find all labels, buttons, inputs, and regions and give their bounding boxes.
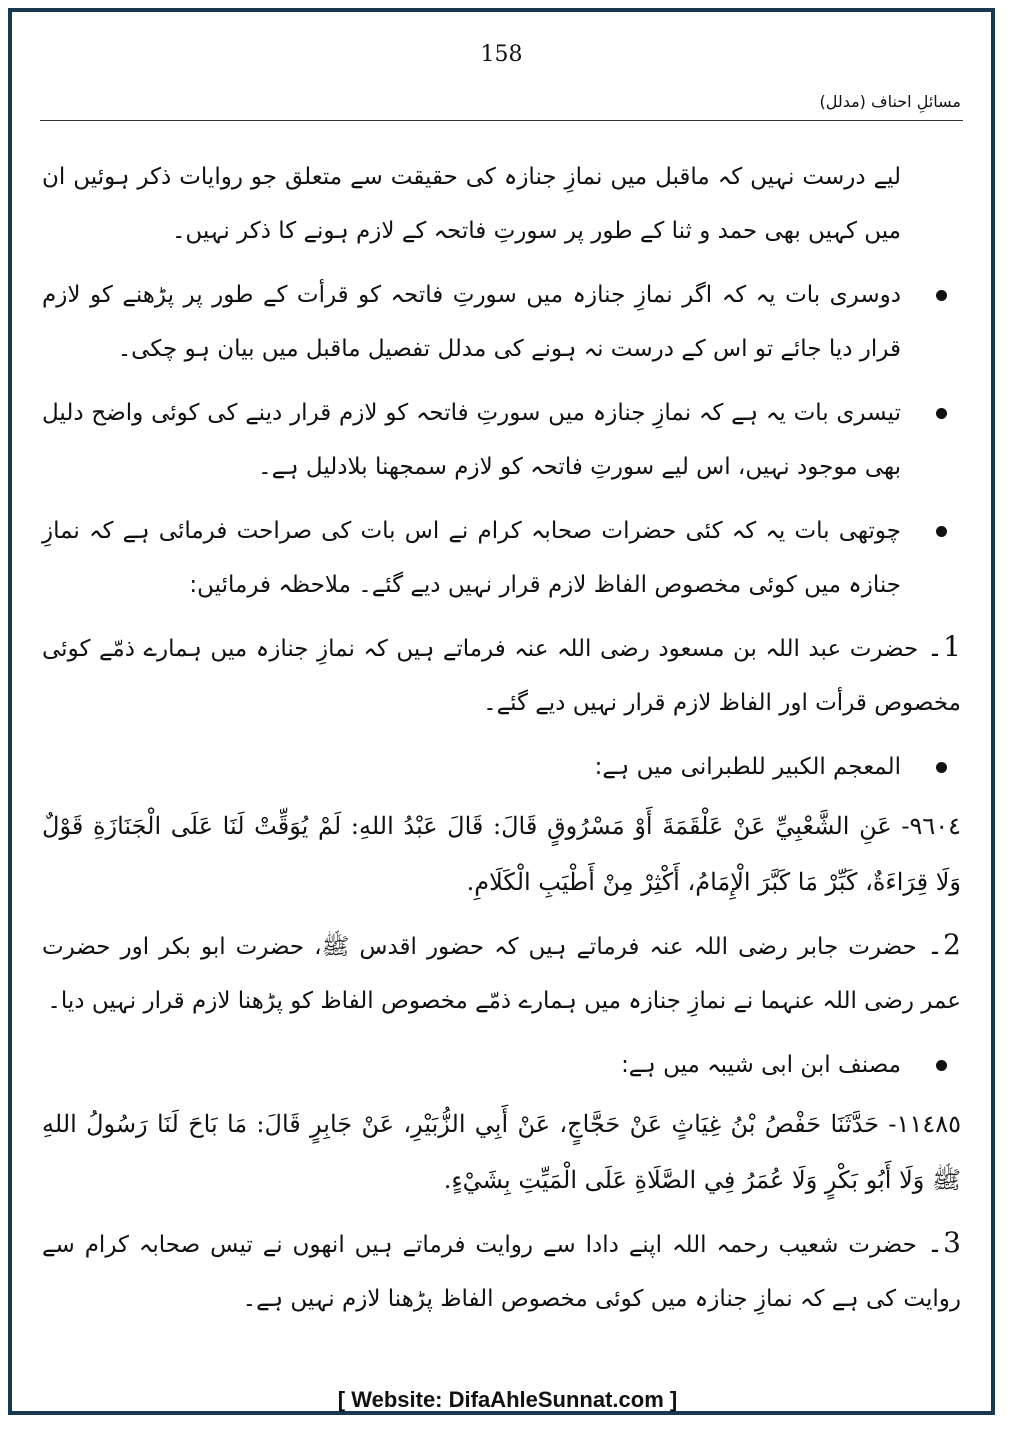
item-number: 2۔ [926,928,961,961]
page-content [42,150,961,1326]
numbered-item-3 [42,1216,961,1326]
bullet-icon [936,290,947,301]
bullet-icon [936,1060,947,1071]
item-text: حضرت جابر رضی اللہ عنہ فرماتے ہیں کہ حضور اقدس ﷺ، حضرت ابو بکر اور حضرت عمر رضی اللہ عنہما نے نمازِ جنازہ میں ہمارے ذمّے مخصوص الفاظ کو پڑھنا لازم قرار نہیں دیا۔ [42,934,961,1014]
item-number: 3۔ [926,1226,961,1259]
header-rule [40,120,963,121]
bullet-item [42,386,961,494]
arabic-hadith-1: ٩٦٠٤- عَنِ الشَّعْبِيِّ عَنْ عَلْقَمَةَ أَوْ مَسْرُوقٍ قَالَ: قَالَ عَبْدُ اللهِ: لَمْ يُوَقِّتْ لَنَا عَلَى الْجَنَازَةِ قَوْلٌ وَلَا قِرَاءَةٌ، كَبِّرْ مَا كَبَّرَ الْإِمَامُ، أَكْثِرْ مِنْ أَطْيَبِ الْكَلَامِ. [42,812,961,896]
bullet-item [42,268,961,376]
source-text: المعجم الکبیر للطبرانی میں ہے: [594,754,901,780]
bullet-text: چوتھی بات یہ کہ کئی حضرات صحابہ کرام نے اس بات کی صراحت فرمائی ہے کہ نمازِ جنازہ میں کوئی مخصوص الفاظ لازم قرار نہیں دیے گئے۔ ملاحظہ فرمائیں: [42,518,901,598]
bullet-icon [936,408,947,419]
bullet-text: تیسری بات یہ ہے کہ نمازِ جنازہ میں سورتِ فاتحہ کو لازم قرار دینے کی کوئی واضح دلیل بھی موجود نہیں، اس لیے سورتِ فاتحہ کو لازم سمجھنا بلادلیل ہے۔ [42,400,901,480]
intro-paragraph: لیے درست نہیں کہ ماقبل میں نمازِ جنازہ کی حقیقت سے متعلق جو روایات ذکر ہوئیں ان میں کہیں بھی حمد و ثنا کے طور پر سورتِ فاتحہ کے لازم ہونے کا ذکر نہیں۔ [42,164,901,244]
numbered-item-2 [42,918,961,1028]
bullet-item [42,504,961,612]
source-reference-1 [42,740,961,794]
arabic-hadith-2: ١١٤٨٥- حَدَّثَنَا حَفْصُ بْنُ غِيَاثٍ عَنْ حَجَّاجٍ، عَنْ أَبِي الزُّبَيْرِ، عَنْ جَابِرٍ قَالَ: مَا بَاحَ لَنَا رَسُولُ اللهِ ﷺ وَلَا أَبُو بَكْرٍ وَلَا عُمَرُ فِي الصَّلَاةِ عَلَى الْمَيِّتِ بِشَيْءٍ. [42,1110,961,1194]
website-footer: [ Website: DifaAhleSunnat.com ] [337,1387,678,1412]
bullet-icon [936,526,947,537]
page-number: 158 [480,42,523,67]
item-text: حضرت شعیب رحمہ اللہ اپنے دادا سے روایت فرماتے ہیں انھوں نے تیس صحابہ کرام سے روایت کی ہے کہ نمازِ جنازہ میں کوئی مخصوص الفاظ پڑھنا لازم نہیں ہے۔ [42,1232,961,1312]
bullet-icon [936,762,947,773]
item-number: 1۔ [926,630,961,663]
source-text: مصنف ابن ابی شیبہ میں ہے: [621,1052,901,1078]
bullet-text: دوسری بات یہ کہ اگر نمازِ جنازہ میں سورتِ فاتحہ کو قرأت کے طور پر پڑھنے کو لازم قرار دیا جائے تو اس کے درست نہ ہونے کی مدلل تفصیل ماقبل میں بیان ہو چکی۔ [42,282,901,362]
source-reference-2 [42,1038,961,1092]
numbered-item-1 [42,620,961,730]
book-title: مسائلِ احناف (مدلل) [819,92,961,111]
page-frame [8,8,995,1415]
item-text: حضرت عبد اللہ بن مسعود رضی اللہ عنہ فرماتے ہیں کہ نمازِ جنازہ میں ہمارے ذمّے کوئی مخصوص قرأت اور الفاظ لازم قرار نہیں دیے گئے۔ [42,636,961,716]
